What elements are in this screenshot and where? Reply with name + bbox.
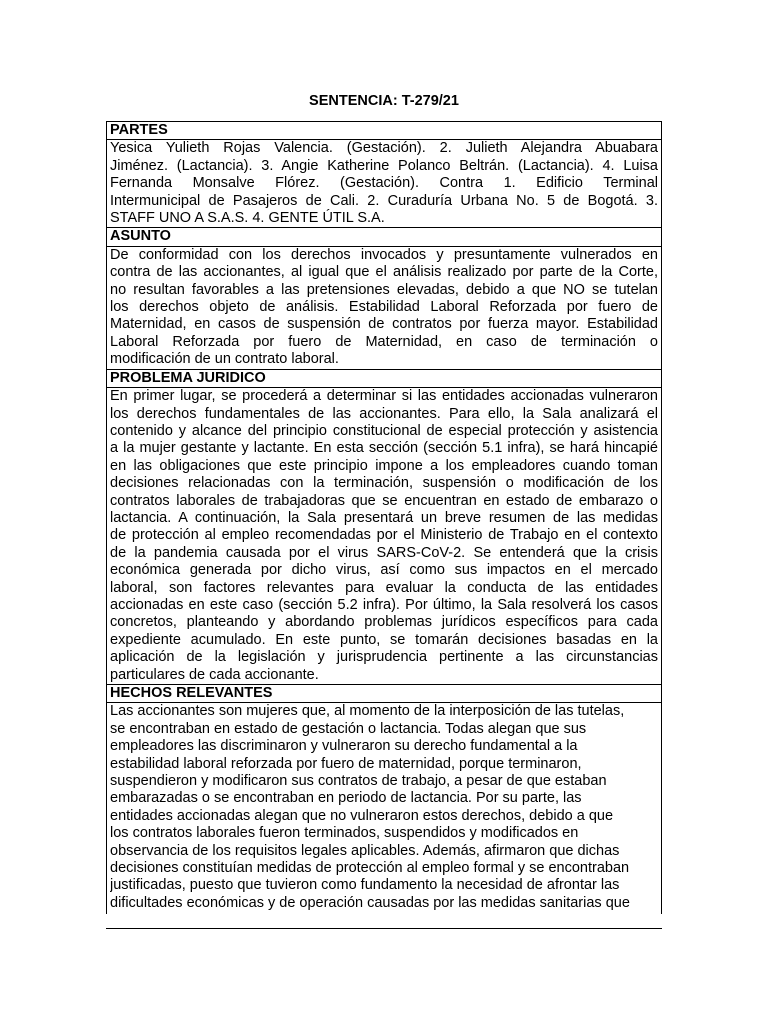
problema-heading-row bbox=[107, 369, 662, 387]
text-line: De conformidad con los derechos invocados y presuntamente vulnerados en bbox=[110, 246, 658, 263]
text-line: dificultades económicas y de operación causadas por las medidas sanitarias que bbox=[110, 894, 630, 911]
text-line: Yesica Yulieth Rojas Valencia. (Gestación). 2. Julieth Alejandra Abuabara bbox=[110, 140, 658, 157]
hechos-relevantes-body bbox=[107, 703, 662, 915]
text-line: modificación de un contrato laboral. bbox=[110, 351, 339, 368]
text-line: accionadas en este caso (sección 5.2 infra). Por último, la Sala resolverá los casos bbox=[110, 596, 658, 613]
text-line: suspendieron y modificaron sus contratos de trabajo, a pesar de que estaban bbox=[110, 773, 607, 790]
text-line: lactancia. A continuación, la Sala presentará un breve resumen de las medidas bbox=[110, 509, 658, 526]
text-line: los contratos laborales fueron terminados, suspendidos y modificados en bbox=[110, 825, 579, 842]
hechos-relevantes-text bbox=[110, 703, 658, 914]
asunto-body-row bbox=[107, 246, 662, 369]
asunto-heading: ASUNTO bbox=[107, 228, 662, 246]
text-line: laboral, son factores relevantes para evaluar la conducta de las entidades bbox=[110, 579, 658, 596]
text-line: aplicación de la legislación y jurisprudencia pertinente a las circunstancias bbox=[110, 649, 658, 666]
partes-heading: PARTES bbox=[107, 122, 662, 140]
hechos-body-row bbox=[107, 703, 662, 915]
text-line: Las accionantes son mujeres que, al momento de la interposición de las tutelas, bbox=[110, 703, 625, 720]
text-line: expediente acumulado. En este punto, se tomarán decisiones basadas en la bbox=[110, 631, 658, 648]
text-line: empleadores las discriminaron y vulneraron su derecho fundamental a la bbox=[110, 738, 578, 755]
text-line: contra de las accionantes, al igual que el análisis realizado por parte de la Corte, bbox=[110, 264, 658, 281]
text-line: se encontraban en estado de gestación o lactancia. Todas alegan que sus bbox=[110, 720, 587, 737]
text-line: Intermunicipal de Pasajeros de Cali. 2. Curaduría Urbana No. 5 de Bogotá. 3. bbox=[110, 192, 658, 209]
problema-juridico-body bbox=[107, 388, 662, 685]
text-line: a la mujer gestante y lactante. En esta sección (sección 5.1 infra), se hará hincapié bbox=[110, 440, 658, 457]
text-line: decisiones constituían medidas de protección al empleo formal y se encontraban bbox=[110, 860, 630, 877]
text-line: económica generada por dicho virus, así como sus impactos en el mercado bbox=[110, 562, 658, 579]
text-line: particulares de cada accionante. bbox=[110, 666, 319, 683]
text-line: contratos laborales de trabajadoras que se encuentran en estado de embarazo o bbox=[110, 492, 658, 509]
text-line: los derechos objeto de análisis. Estabilidad Laboral Reforzada por fuero de bbox=[110, 299, 658, 316]
hechos-relevantes-heading: HECHOS RELEVANTES bbox=[107, 685, 662, 703]
text-line: Fernanda Monsalve Flórez. (Gestación). Contra 1. Edificio Terminal bbox=[110, 175, 658, 192]
text-line: en las obligaciones que este principio impone a los empleadores cuando toman bbox=[110, 457, 658, 474]
text-line: concretos, planteando y abordando problemas jurídicos específicos para cada bbox=[110, 614, 658, 631]
hechos-heading-row bbox=[107, 685, 662, 703]
partes-body-row bbox=[107, 140, 662, 228]
text-line: observancia de los requisitos legales aplicables. Además, afirmaron que dichas bbox=[110, 842, 620, 859]
asunto-heading-row bbox=[107, 228, 662, 246]
document-title: SENTENCIA: T-279/21 bbox=[309, 93, 459, 109]
text-line: decisiones relacionadas con la terminación, suspensión o modificación de los bbox=[110, 475, 658, 492]
text-line: Maternidad, en casos de suspensión de contratos por fuerza mayor. Estabilidad bbox=[110, 316, 658, 333]
text-line: Laboral Reforzada por fuero de Maternidad, en caso de terminación o bbox=[110, 333, 658, 350]
text-line: estabilidad laboral reforzada por fuero de maternidad, porque terminaron, bbox=[110, 755, 582, 772]
text-line: entidades accionadas alegan que no vulneraron estos derechos, debido a que bbox=[110, 807, 614, 824]
text-line: embarazadas o se encontraban en periodo de lactancia. Por su parte, las bbox=[110, 790, 582, 807]
problema-body-row bbox=[107, 388, 662, 685]
text-line: STAFF UNO A S.A.S. 4. GENTE ÚTIL S.A. bbox=[110, 210, 385, 227]
text-line: En primer lugar, se procederá a determinar si las entidades accionadas vulneraron bbox=[110, 388, 658, 405]
problema-juridico-heading: PROBLEMA JURIDICO bbox=[107, 369, 662, 387]
text-line: contenido y alcance del principio constitucional de especial protección y asistencia bbox=[110, 422, 658, 439]
text-line: de la pandemia causada por el virus SARS-CoV-2. Se entenderá que la crisis bbox=[110, 544, 658, 561]
partes-heading-row bbox=[107, 122, 662, 140]
text-line: no resultan favorables a las pretensiones elevadas, debido a que NO se tutelan bbox=[110, 281, 658, 298]
text-line: Jiménez. (Lactancia). 3. Angie Katherine Polanco Beltrán. (Lactancia). 4. Luisa bbox=[110, 157, 658, 174]
case-summary-table bbox=[106, 121, 662, 914]
text-line: de protección al empleo recomendadas por el Ministerio de Trabajo en el contexto bbox=[110, 527, 658, 544]
partes-body bbox=[107, 140, 662, 228]
text-line: los derechos fundamentales de las accionantes. Para ello, la Sala analizará el bbox=[110, 405, 658, 422]
table-bottom-border bbox=[106, 928, 662, 929]
text-line: justificadas, puesto que tuvieron como fundamento la necesidad de afrontar las bbox=[110, 877, 620, 894]
asunto-body bbox=[107, 246, 662, 369]
